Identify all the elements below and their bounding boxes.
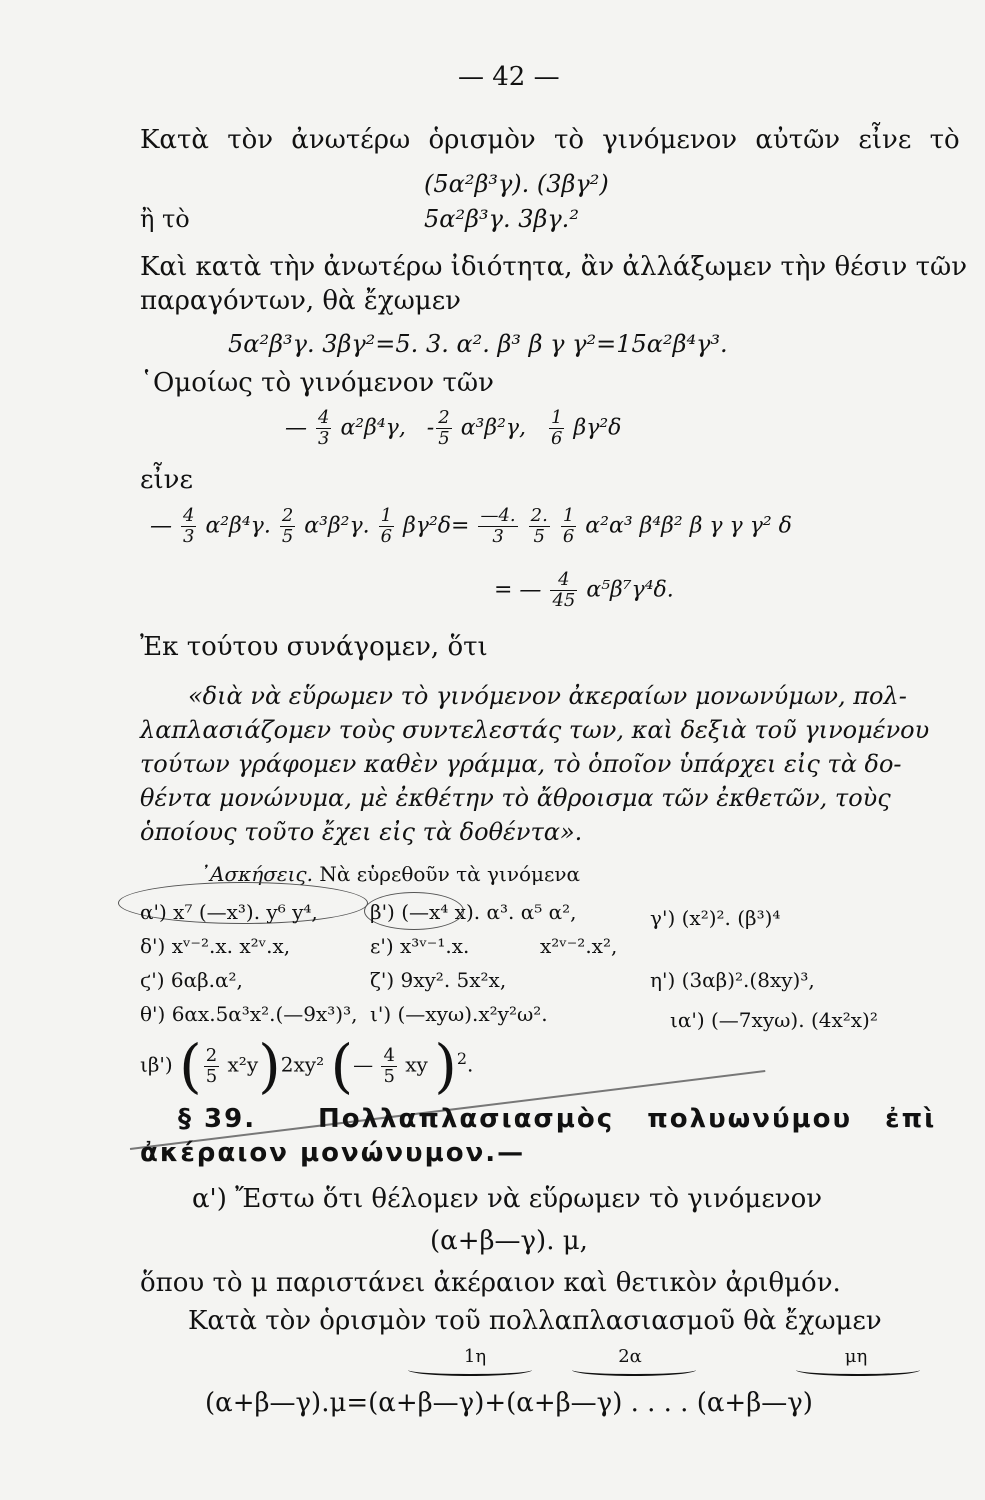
text-line: ὅπου τὸ μ παριστάνει ἀκέραιον καὶ θετικὸν ἀριθμόν. (140, 1268, 841, 1298)
fraction: $\frac{2}{5}$ (438, 407, 450, 449)
fraction: $\frac{4}{3}$ (183, 505, 195, 547)
equals-minus: = — (494, 577, 542, 603)
term: α³β²γ, (460, 415, 527, 441)
text-line: Καὶ κατὰ τὴν ἀνωτέρω ἰδιότητα, ἂν ἀλλάξωμεν τὴν θέσιν τῶν (140, 252, 967, 282)
fraction: $\frac{4}{45}$ (552, 569, 576, 611)
quote-line: θέντα μονώνυμα, μὲ ἐκθέτην τὸ ἄθροισμα τῶν ἐκθετῶν, τοὺς (140, 784, 891, 812)
exercise-a: α') x⁷ (—x³). y⁶ y⁴, (140, 900, 318, 924)
minus-sign: - (426, 415, 435, 441)
term: α²β⁴γ, (340, 415, 406, 441)
math-line: (α+β—γ). μ, (430, 1226, 588, 1256)
term: α²α³ β⁴β² β γ γ γ² δ (585, 513, 792, 539)
brace-label-1: 1η (463, 1346, 487, 1367)
text-line: Ἐκ τούτου συνάγομεν, ὅτι (140, 632, 488, 662)
exercise-f: ϛ') 6αβ.α², (140, 968, 243, 992)
math-line: (5α²β³γ). (3βγ²) (424, 170, 609, 198)
minus-sign: — (150, 513, 172, 539)
math-line: (α+β—γ).μ=(α+β—γ)+(α+β—γ) . . . . (α+β—γ) (205, 1388, 813, 1418)
exercise-l: ιβ') ( $\frac{2}{5}$ x²y)2xy² (— $\frac{4}{5}$ xy )$^2$. (140, 1032, 474, 1100)
term: βγ²δ (573, 415, 622, 441)
exercise-i: θ') 6αx.5α³x².(—9x³)³, (140, 1002, 358, 1026)
math-line: 5α²β³γ. 3βγ.² (424, 205, 579, 233)
brace-label-3: μη (844, 1346, 868, 1367)
math-line (150, 506, 792, 547)
underbrace-3 (796, 1364, 920, 1376)
exercise-d: δ') xᵛ⁻².x. x²ᵛ.x, (140, 934, 291, 958)
minus-sign: — (285, 415, 307, 441)
text-line: παραγόντων, θὰ ἔχωμεν (140, 286, 461, 316)
text-line: Κατὰ τὸν ὁρισμὸν τοῦ πολλαπλασιασμοῦ θὰ ἔχωμεν (188, 1306, 882, 1336)
exercise-b: β') (—x⁴ x). α³. α⁵ α², (370, 900, 577, 924)
math-line (285, 408, 621, 449)
fraction: $\frac{4}{3}$ (318, 407, 330, 449)
fraction: $\frac{—4.}{3}$ (480, 505, 516, 547)
quote-line: ὁποίους τοῦτο ἔχει εἰς τὰ δοθέντα». (140, 818, 583, 846)
exercise-e-part2: x²ᵛ⁻².x², (540, 934, 618, 958)
text-line: α') Ἔστω ὅτι θέλομεν νὰ εὕρωμεν τὸ γινόμενον (192, 1184, 823, 1214)
term: α³β²γ. (304, 513, 370, 539)
term: α⁵β⁷γ⁴δ. (586, 577, 674, 603)
term: α²β⁴γ. (205, 513, 271, 539)
quote-line: τούτων γράφομεν καθὲν γράμμα, τὸ ὁποῖον ὑπάρχει εἰς τὰ δο- (140, 750, 902, 778)
section-title-line1: Πολλαπλασιασμὸς πολυωνύμου ἐπὶ (318, 1104, 937, 1134)
fraction: $\frac{1}{6}$ (380, 505, 393, 547)
fraction: $\frac{1}{6}$ (551, 407, 563, 449)
exercise-h: η') (3αβ)².(8xy)³, (650, 968, 815, 992)
text-line: ῾Ομοίως τὸ γινόμενον τῶν (140, 368, 494, 398)
exercise-c: γ') (x²)². (β³)⁴ (650, 906, 781, 930)
math-line (494, 570, 674, 611)
brace-label-2: 2α (618, 1346, 642, 1367)
exercise-j: ι') (—xyω).x²y²ω². (370, 1002, 548, 1026)
text-line: εἶνε (140, 465, 193, 495)
exercise-k: ια') (—7xyω). (4x²x)² (670, 1008, 878, 1032)
exercise-g: ζ') 9xy². 5x²x, (370, 968, 507, 992)
section-number: § 39. (178, 1104, 257, 1134)
fraction: $\frac{1}{6}$ (562, 505, 575, 547)
text-line: ἢ τὸ (140, 205, 190, 233)
fraction: $\frac{2}{5}$ (281, 505, 294, 547)
fraction: $\frac{2.}{5}$ (530, 505, 548, 547)
section-title-line2: ἀκέραιον μονώνυμον.— (140, 1138, 526, 1168)
math-line: 5α²β³γ. 3βγ²=5. 3. α². β³ β γ γ²=15α²β⁴γ³. (228, 330, 728, 358)
fraction: $\frac{4}{5}$ (383, 1044, 395, 1087)
exercise-e: ε') x³ᵛ⁻¹.x. (370, 934, 470, 958)
fraction: $\frac{2}{5}$ (205, 1044, 218, 1087)
quote-line: λαπλασιάζομεν τοὺς συντελεστάς των, καὶ δεξιὰ τοῦ γινομένου (140, 716, 930, 744)
underbrace-2 (572, 1364, 696, 1376)
underbrace-1 (408, 1364, 532, 1376)
text-line: Κατὰ τὸν ἀνωτέρω ὁρισμὸν τὸ γινόμενον αὐτῶν εἶνε τὸ (140, 125, 960, 155)
quote-line: «διὰ νὰ εὕρωμεν τὸ γινόμενον ἀκεραίων μονωνύμων, πολ- (188, 682, 907, 710)
exercises-title: ᾿Ασκήσεις. Νὰ εὑρεθοῦν τὰ γινόμενα (200, 862, 581, 886)
term: βγ²δ= (403, 513, 470, 539)
page-number: — 42 — (458, 62, 560, 92)
